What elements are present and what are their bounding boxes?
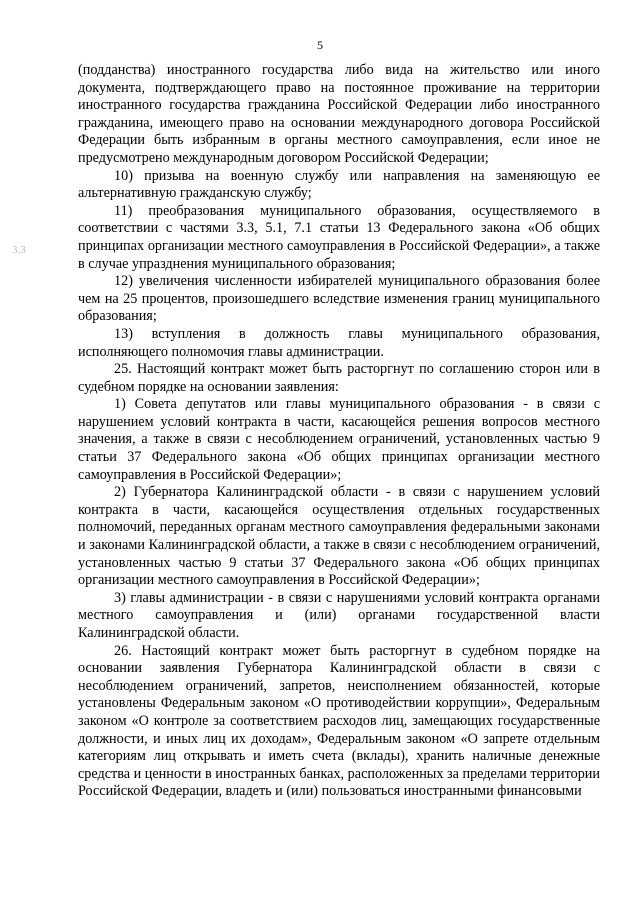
paragraph-clause-25: 25. Настоящий контракт может быть расторгнут по соглашению сторон или в судебном порядке на основании заявления:: [78, 361, 600, 395]
paragraph-item-10: 10) призыва на военную службу или направления на заменяющую ее альтернативную гражданскую службу;: [78, 167, 600, 202]
paragraph-item-13: 13) вступления в должность главы муниципального образования, исполняющего полномочия главы администрации.: [78, 325, 600, 360]
paragraph-clause-25-item-2: 2) Губернатора Калининградской области - в связи с нарушением условий контракта в части, касающейся осуществления отдельных государственных полномочий, переданных органам местного самоуправления федеральными законами и законами Калининградской области, а также в связи с несоблюдением ограничений, установленных частью 9 статьи 37 Федерального закона «Об общих принципах организации местного самоуправления в Российской Федерации»;: [78, 484, 600, 589]
paragraph-item-12: 12) увеличения численности избирателей муниципального образования более чем на 25 процентов, произошедшего вследствие изменения границ муниципального образования;: [78, 273, 600, 325]
paragraph-item-11: 11) преобразования муниципального образования, осуществляемого в соответствии с частями 3.3, 5.1, 7.1 статьи 13 Федерального закона «Об общих принципах организации местного самоуправления в Российской Федерации», а также в случае упразднения муниципального образования;: [78, 202, 600, 272]
document-body: [78, 62, 600, 801]
paragraph-clause-25-item-1: 1) Совета депутатов или главы муниципального образования - в связи с нарушением условий контракта в части, касающейся решения вопросов местного значения, а также в связи с несоблюдением ограничений, установленных частью 9 статьи 37 Федерального закона «Об общих принципах организации местного самоуправления в Российской Федерации»;: [78, 396, 600, 483]
page-number: 5: [317, 38, 323, 52]
paragraph-clause-25-item-3: 3) главы администрации - в связи с нарушениями условий контракта органами местного самоуправления и (или) органами государственной власти Калининградской области.: [78, 589, 600, 641]
paragraph-clause-26: 26. Настоящий контракт может быть расторгнут в судебном порядке на основании заявления Губернатора Калининградской области в связи с несоблюдением ограничений, запретов, неисполнением обязанностей, которые установлены Федеральным законом «О противодействии коррупции», Федеральным законом «О контроле за соответствием расходов лиц, замещающих государственные должности, и иных лиц их доходам», Федеральным законом «О запрете отдельным категориям лиц открывать и иметь счета (вклады), хранить наличные денежные средства и ценности в иностранных банках, расположенных за пределами территории Российской Федерации, владеть и (или) пользоваться иностранными финансовыми: [78, 642, 600, 800]
paragraph-continuation: (подданства) иностранного государства либо вида на жительство или иного документа, подтверждающего право на постоянное проживание на территории иностранного государства гражданина Российской Федерации либо иностранного гражданина, имеющего право на основании международного договора Российской Федерации быть избранным в органы местного самоуправления, если иное не предусмотрено международным договором Российской Федерации;: [78, 62, 600, 166]
margin-mark: 3.3: [12, 244, 26, 256]
